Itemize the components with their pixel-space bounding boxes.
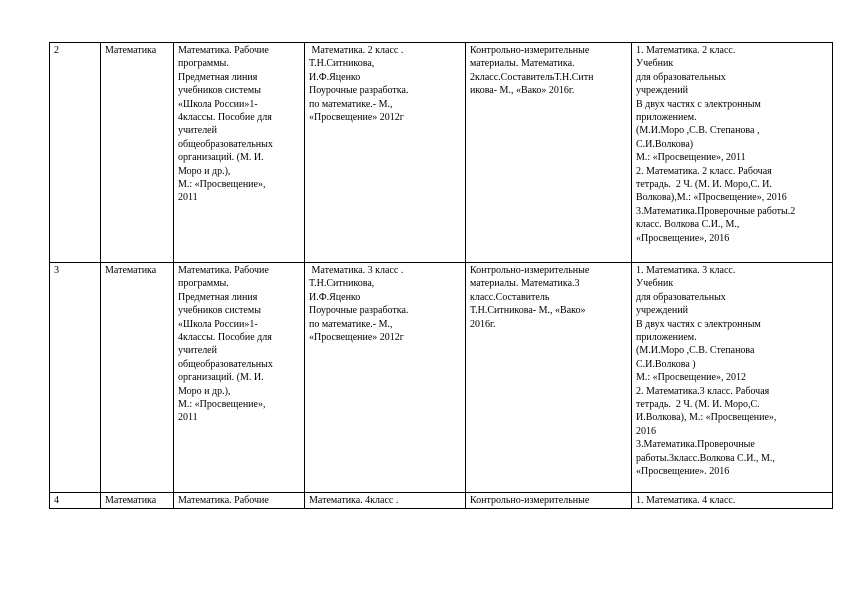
program-line: учебников системы <box>178 305 261 317</box>
methodical-line: «Просвещение» 2012г <box>309 332 404 344</box>
row-number: 4 <box>54 495 59 506</box>
textbook-line: класс. Волкова С.И., М., <box>636 219 740 231</box>
table-row <box>50 263 833 493</box>
textbook-line: для образовательных <box>636 71 726 83</box>
program-line: организаций. (М. И. <box>178 372 264 384</box>
textbooks-cell <box>632 263 833 493</box>
program-line: Математика. Рабочие <box>178 495 269 506</box>
program-cell <box>174 263 305 493</box>
row-number: 3 <box>54 265 59 276</box>
textbook-line: приложением. <box>636 112 697 124</box>
row-number-cell <box>50 43 101 263</box>
program-line: общеобразовательных <box>178 358 273 370</box>
program-line: учителей <box>178 345 217 357</box>
textbook-line: (М.И.Моро ,С.В. Степанова <box>636 345 755 357</box>
textbook-line: учреждений <box>636 305 688 317</box>
methodical-cell <box>305 263 466 493</box>
subject-name: Математика <box>105 45 157 56</box>
textbook-line: В двух частях с электронным <box>636 98 761 110</box>
program-line: Математика. Рабочие <box>178 265 269 276</box>
row-number-cell <box>50 263 101 493</box>
textbook-line: 3.Математика.Проверочные <box>636 439 755 451</box>
methodical-line: Т.Н.Ситникова, <box>309 58 375 70</box>
program-line: Предметная линия <box>178 71 258 83</box>
control-line: Контрольно-измерительные <box>470 265 590 276</box>
methodical-line: Математика. 4класс . <box>309 495 399 506</box>
textbook-line: для образовательных <box>636 291 726 303</box>
subject-cell <box>101 263 174 493</box>
program-line: 4классы. Пособие для <box>178 112 272 124</box>
textbook-line: 3.Математика.Проверочные работы.2 <box>636 205 796 217</box>
control-line: Контрольно-измерительные <box>470 45 590 56</box>
control-materials-cell <box>466 263 632 493</box>
subject-name: Математика <box>105 495 157 506</box>
control-materials-cell <box>466 493 632 509</box>
textbook-line: 2. Математика. 2 класс. Рабочая <box>636 165 772 177</box>
textbook-line: С.И.Волкова ) <box>636 358 696 370</box>
subject-cell <box>101 493 174 509</box>
program-cell <box>174 493 305 509</box>
subject-name: Математика <box>105 265 157 276</box>
control-line: 2016г. <box>470 318 496 330</box>
textbook-line: С.И.Волкова) <box>636 138 694 150</box>
textbook-line: «Просвещение». 2016 <box>636 466 730 478</box>
table-row <box>50 43 833 263</box>
control-line: Контрольно-измерительные <box>470 495 590 506</box>
textbook-line: 2016 <box>636 425 656 437</box>
curriculum-table <box>49 42 833 509</box>
textbook-line: М.: «Просвещение», 2012 <box>636 372 746 384</box>
textbook-line: «Просвещение», 2016 <box>636 232 730 244</box>
program-line: Математика. Рабочие <box>178 45 269 56</box>
program-line: «Школа России»1- <box>178 318 258 330</box>
methodical-line: по математике.- М., <box>309 98 393 110</box>
textbook-line: М.: «Просвещение», 2011 <box>636 152 746 164</box>
textbook-line: 1. Математика. 4 класс. <box>636 495 736 506</box>
control-line: Т.Н.Ситникова- М., «Вако» <box>470 305 586 317</box>
textbook-line: 1. Математика. 2 класс. <box>636 45 736 56</box>
textbook-line: работы.3класс.Волкова С.И., М., <box>636 452 775 464</box>
program-line: Предметная линия <box>178 291 258 303</box>
program-cell <box>174 43 305 263</box>
table-row <box>50 493 833 509</box>
program-line: Моро и др.), <box>178 165 231 177</box>
program-line: учебников системы <box>178 85 261 97</box>
program-line: «Школа России»1- <box>178 98 258 110</box>
control-line: материалы. Математика. <box>470 58 575 70</box>
methodical-line: Поурочные разработка. <box>309 305 409 317</box>
textbook-line: Учебник <box>636 58 674 70</box>
program-line: Моро и др.), <box>178 385 231 397</box>
subject-cell <box>101 43 174 263</box>
program-line: М.: «Просвещение», <box>178 399 266 411</box>
textbooks-cell <box>632 43 833 263</box>
methodical-line: Т.Н.Ситникова, <box>309 278 375 290</box>
program-line: программы. <box>178 278 229 290</box>
methodical-line: Математика. 2 класс . <box>309 45 404 56</box>
textbook-line: 1. Математика. 3 класс. <box>636 265 736 276</box>
program-line: учителей <box>178 125 217 137</box>
row-number: 2 <box>54 45 59 56</box>
textbook-line: тетрадь. 2 Ч. (М. И. Моро,С. <box>636 399 760 411</box>
program-line: программы. <box>178 58 229 70</box>
methodical-cell <box>305 493 466 509</box>
textbook-line: В двух частях с электронным <box>636 318 761 330</box>
program-line: М.: «Просвещение», <box>178 179 266 191</box>
textbooks-cell <box>632 493 833 509</box>
control-line: икова- М., «Вако» 2016г. <box>470 85 575 97</box>
program-line: организаций. (М. И. <box>178 152 264 164</box>
methodical-line: Математика. 3 класс . <box>309 265 404 276</box>
textbook-line: тетрадь. 2 Ч. (М. И. Моро,С. И. <box>636 179 772 191</box>
methodical-line: «Просвещение» 2012г <box>309 112 404 124</box>
program-line: общеобразовательных <box>178 138 273 150</box>
methodical-line: И.Ф.Яценко <box>309 71 361 83</box>
textbook-line: (М.И.Моро ,С.В. Степанова , <box>636 125 760 137</box>
textbook-line: 2. Математика.3 класс. Рабочая <box>636 385 770 397</box>
methodical-cell <box>305 43 466 263</box>
textbook-line: И.Волкова), М.: «Просвещение», <box>636 412 777 424</box>
methodical-line: по математике.- М., <box>309 318 393 330</box>
textbook-line: приложением. <box>636 332 697 344</box>
control-materials-cell <box>466 43 632 263</box>
control-line: материалы. Математика.3 <box>470 278 580 290</box>
methodical-line: Поурочные разработка. <box>309 85 409 97</box>
control-line: 2класс.СоставительТ.Н.Ситн <box>470 71 594 83</box>
textbook-line: учреждений <box>636 85 688 97</box>
textbook-line: Учебник <box>636 278 674 290</box>
control-line: класс.Составитель <box>470 291 550 303</box>
methodical-line: И.Ф.Яценко <box>309 291 361 303</box>
textbook-line: Волкова),М.: «Просвещение», 2016 <box>636 192 787 204</box>
program-line: 2011 <box>178 412 198 424</box>
program-line: 2011 <box>178 192 198 204</box>
program-line: 4классы. Пособие для <box>178 332 272 344</box>
row-number-cell <box>50 493 101 509</box>
